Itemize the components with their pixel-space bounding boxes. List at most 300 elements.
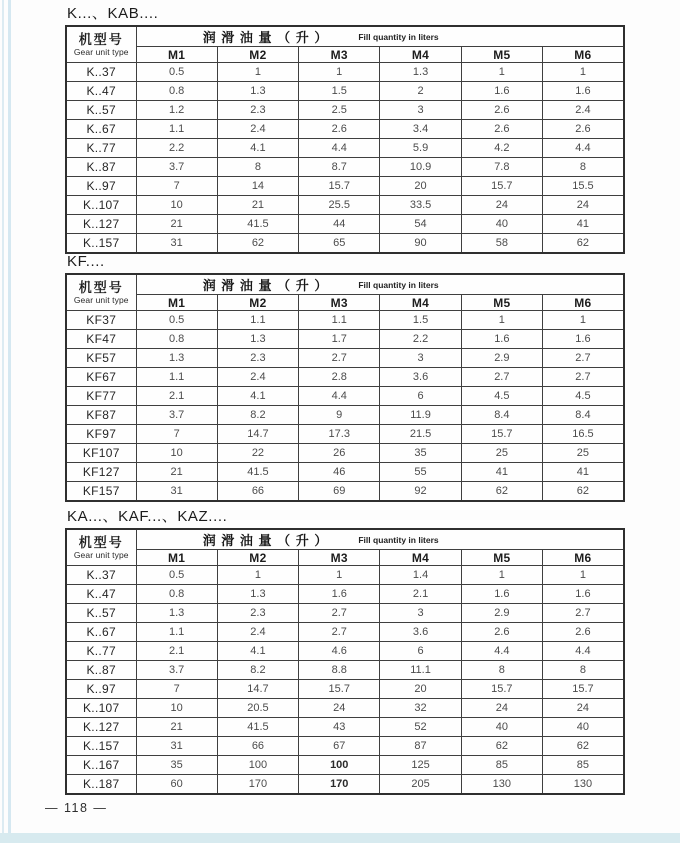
fill-quantity-value: 41.5 — [217, 718, 298, 737]
fill-quantity-value: 4.4 — [542, 139, 623, 158]
fill-quantity-value: 1.4 — [380, 566, 461, 585]
fill-quantity-value: 130 — [461, 775, 542, 794]
fill-quantity-value: 41.5 — [217, 215, 298, 234]
fill-quantity-value: 54 — [380, 215, 461, 234]
fill-quantity-value: 1.6 — [299, 585, 380, 604]
fill-quantity-value: 4.1 — [217, 642, 298, 661]
fill-quantity-value: 1.3 — [217, 82, 298, 101]
fill-quantity-value: 1 — [299, 566, 380, 585]
fill-quantity-value: 1.1 — [217, 311, 298, 330]
fill-quantity-value: 9 — [299, 406, 380, 425]
fill-quantity-value: 3 — [380, 101, 461, 120]
fill-quantity-value: 3.7 — [136, 661, 217, 680]
fill-quantity-value: 8 — [217, 158, 298, 177]
fill-quantity-value: 21 — [136, 463, 217, 482]
gear-unit-type-cell: K..157 — [66, 234, 136, 253]
fill-quantity-value: 0.5 — [136, 63, 217, 82]
fill-quantity-value: 40 — [461, 215, 542, 234]
fill-quantity-value: 2.7 — [542, 368, 623, 387]
fill-quantity-value: 8.7 — [299, 158, 380, 177]
fill-quantity-value: 20 — [380, 680, 461, 699]
fill-quantity-value: 170 — [299, 775, 380, 794]
fill-quantity-value: 2.3 — [217, 349, 298, 368]
gear-unit-type-cell: K..127 — [66, 215, 136, 234]
mounting-position-header-m6: M6 — [542, 47, 623, 63]
fill-quantity-value: 1 — [542, 63, 623, 82]
gear-unit-type-cell: KF47 — [66, 330, 136, 349]
fill-quantity-value: 31 — [136, 234, 217, 253]
fill-quantity-value: 1.3 — [136, 604, 217, 623]
fill-quantity-value: 1.1 — [299, 311, 380, 330]
fill-quantity-value: 31 — [136, 737, 217, 756]
fill-quantity-value: 2.5 — [299, 101, 380, 120]
gear-unit-type-cell: K..77 — [66, 642, 136, 661]
fill-quantity-value: 20.5 — [217, 699, 298, 718]
fill-quantity-value: 4.1 — [217, 139, 298, 158]
fill-quantity-value: 7 — [136, 177, 217, 196]
page-number: — 118 — — [45, 801, 108, 815]
fill-quantity-value: 6 — [380, 387, 461, 406]
fill-quantity-value: 1.6 — [461, 82, 542, 101]
table-row — [66, 82, 624, 101]
table-row — [66, 585, 624, 604]
fill-quantity-value: 3.6 — [380, 368, 461, 387]
fill-quantity-value: 2.3 — [217, 604, 298, 623]
page-bottom-edge-band — [0, 833, 680, 843]
fill-quantity-value: 4.2 — [461, 139, 542, 158]
fill-quantity-value: 8.8 — [299, 661, 380, 680]
fill-quantity-value: 1 — [217, 63, 298, 82]
fill-quantity-value: 16.5 — [542, 425, 623, 444]
fill-quantity-value: 6 — [380, 642, 461, 661]
table-row — [66, 623, 624, 642]
fill-quantity-value: 7 — [136, 680, 217, 699]
gear-unit-type-header — [66, 274, 136, 311]
table-row — [66, 330, 624, 349]
mounting-position-header-m2: M2 — [217, 550, 298, 566]
table-row — [66, 756, 624, 775]
table-row — [66, 425, 624, 444]
gear-unit-type-cell: K..37 — [66, 566, 136, 585]
fill-quantity-value: 4.4 — [299, 139, 380, 158]
fill-quantity-value: 8 — [542, 661, 623, 680]
fill-quantity-value: 10 — [136, 196, 217, 215]
mounting-position-header-m5: M5 — [461, 47, 542, 63]
table-row — [66, 311, 624, 330]
fill-quantity-header — [136, 529, 624, 550]
mounting-position-header-m3: M3 — [299, 47, 380, 63]
gear-unit-type-cell: K..107 — [66, 699, 136, 718]
fill-quantity-value: 8.2 — [217, 406, 298, 425]
fill-quantity-value: 52 — [380, 718, 461, 737]
fill-quantity-value: 15.7 — [542, 680, 623, 699]
fill-quantity-value: 2.6 — [461, 120, 542, 139]
fill-quantity-value: 24 — [542, 196, 623, 215]
header-row-mounting-positions — [66, 550, 624, 566]
fill-quantity-value: 66 — [217, 737, 298, 756]
table-row — [66, 680, 624, 699]
fill-quantity-value: 10 — [136, 699, 217, 718]
gear-unit-type-cell: K..87 — [66, 661, 136, 680]
fill-quantity-value: 15.7 — [299, 680, 380, 699]
fill-quantity-value: 3 — [380, 604, 461, 623]
table-row — [66, 196, 624, 215]
fill-quantity-value: 85 — [542, 756, 623, 775]
fill-quantity-value: 0.8 — [136, 82, 217, 101]
gear-unit-type-label-zh: 机型号 — [78, 280, 124, 295]
fill-quantity-header-wrap — [137, 275, 623, 294]
fill-quantity-value: 2.6 — [542, 120, 623, 139]
mounting-position-header-m4: M4 — [380, 47, 461, 63]
fill-quantity-value: 2.7 — [461, 368, 542, 387]
gear-unit-type-cell: KF67 — [66, 368, 136, 387]
fill-quantity-value: 3.7 — [136, 158, 217, 177]
fill-quantity-value: 44 — [299, 215, 380, 234]
fill-quantity-value: 8 — [542, 158, 623, 177]
fill-quantity-value: 3.6 — [380, 623, 461, 642]
fill-quantity-value: 60 — [136, 775, 217, 794]
fill-quantity-table-k-kab — [65, 25, 625, 254]
table-row — [66, 215, 624, 234]
table-row — [66, 699, 624, 718]
fill-quantity-value: 5.9 — [380, 139, 461, 158]
fill-quantity-value: 0.8 — [136, 330, 217, 349]
fill-quantity-value: 21 — [136, 718, 217, 737]
gear-unit-type-cell: K..47 — [66, 82, 136, 101]
fill-quantity-value: 0.5 — [136, 566, 217, 585]
fill-quantity-value: 4.4 — [461, 642, 542, 661]
fill-quantity-value: 24 — [299, 699, 380, 718]
fill-quantity-value: 41.5 — [217, 463, 298, 482]
fill-quantity-value: 92 — [380, 482, 461, 501]
fill-quantity-value: 1 — [461, 311, 542, 330]
fill-quantity-value: 58 — [461, 234, 542, 253]
fill-quantity-value: 32 — [380, 699, 461, 718]
fill-quantity-value: 15.7 — [461, 680, 542, 699]
fill-quantity-value: 1 — [542, 566, 623, 585]
fill-quantity-value: 25 — [461, 444, 542, 463]
gear-unit-type-cell: K..67 — [66, 623, 136, 642]
fill-quantity-value: 4.1 — [217, 387, 298, 406]
fill-quantity-value: 170 — [217, 775, 298, 794]
fill-quantity-value: 1.1 — [136, 120, 217, 139]
gear-unit-type-cell: K..127 — [66, 718, 136, 737]
fill-quantity-value: 7 — [136, 425, 217, 444]
header-row-fill-title — [66, 274, 624, 295]
fill-quantity-value: 1.6 — [542, 82, 623, 101]
fill-quantity-value: 17.3 — [299, 425, 380, 444]
table-row — [66, 642, 624, 661]
header-row-fill-title — [66, 26, 624, 47]
fill-quantity-value: 14.7 — [217, 680, 298, 699]
fill-quantity-header — [136, 274, 624, 295]
fill-quantity-header — [136, 26, 624, 47]
gear-unit-type-cell: KF97 — [66, 425, 136, 444]
fill-quantity-value: 125 — [380, 756, 461, 775]
fill-quantity-value: 100 — [217, 756, 298, 775]
gear-unit-type-cell: K..107 — [66, 196, 136, 215]
table-row — [66, 387, 624, 406]
gear-unit-type-cell: K..97 — [66, 680, 136, 699]
fill-quantity-value: 90 — [380, 234, 461, 253]
gear-unit-type-cell: KF157 — [66, 482, 136, 501]
table-row — [66, 661, 624, 680]
fill-quantity-value: 66 — [217, 482, 298, 501]
fill-quantity-value: 11.9 — [380, 406, 461, 425]
fill-quantity-value: 4.5 — [461, 387, 542, 406]
fill-quantity-value: 4.4 — [299, 387, 380, 406]
table-row — [66, 120, 624, 139]
fill-quantity-value: 69 — [299, 482, 380, 501]
table-row — [66, 737, 624, 756]
header-row-mounting-positions — [66, 47, 624, 63]
fill-quantity-value: 25.5 — [299, 196, 380, 215]
fill-quantity-value: 62 — [461, 737, 542, 756]
fill-quantity-header-wrap — [137, 530, 623, 549]
fill-quantity-value: 8 — [461, 661, 542, 680]
gear-unit-type-cell: K..97 — [66, 177, 136, 196]
fill-quantity-value: 62 — [217, 234, 298, 253]
mounting-position-header-m4: M4 — [380, 295, 461, 311]
gear-unit-type-header — [66, 529, 136, 566]
fill-quantity-value: 1.6 — [542, 585, 623, 604]
fill-quantity-value: 2.9 — [461, 349, 542, 368]
mounting-position-header-m2: M2 — [217, 47, 298, 63]
fill-quantity-value: 2.6 — [542, 623, 623, 642]
fill-quantity-value: 43 — [299, 718, 380, 737]
fill-quantity-value: 0.5 — [136, 311, 217, 330]
fill-quantity-value: 22 — [217, 444, 298, 463]
fill-quantity-value: 2.9 — [461, 604, 542, 623]
fill-quantity-label-en: Fill quantity in liters — [358, 279, 439, 290]
mounting-position-header-m6: M6 — [542, 550, 623, 566]
fill-quantity-value: 2.2 — [136, 139, 217, 158]
table-row — [66, 139, 624, 158]
fill-quantity-header-wrap — [137, 27, 623, 46]
fill-quantity-value: 65 — [299, 234, 380, 253]
fill-quantity-value: 24 — [461, 699, 542, 718]
mounting-position-header-m3: M3 — [299, 295, 380, 311]
fill-quantity-value: 24 — [542, 699, 623, 718]
fill-quantity-value: 7.8 — [461, 158, 542, 177]
fill-quantity-value: 8.2 — [217, 661, 298, 680]
fill-quantity-value: 2.6 — [461, 101, 542, 120]
fill-quantity-value: 1.1 — [136, 368, 217, 387]
gear-unit-type-cell: KF37 — [66, 311, 136, 330]
fill-quantity-value: 24 — [461, 196, 542, 215]
fill-quantity-value: 1 — [217, 566, 298, 585]
gear-unit-type-cell: K..57 — [66, 604, 136, 623]
fill-quantity-value: 2.7 — [542, 349, 623, 368]
mounting-position-header-m3: M3 — [299, 550, 380, 566]
table-section-k-kab — [65, 6, 625, 254]
fill-quantity-value: 4.4 — [542, 642, 623, 661]
fill-quantity-value: 4.5 — [542, 387, 623, 406]
fill-quantity-value: 21 — [136, 215, 217, 234]
gear-unit-type-cell: K..87 — [66, 158, 136, 177]
fill-quantity-value: 62 — [542, 234, 623, 253]
mounting-position-header-m5: M5 — [461, 295, 542, 311]
fill-quantity-value: 2.2 — [380, 330, 461, 349]
mounting-position-header-m1: M1 — [136, 295, 217, 311]
fill-quantity-value: 1 — [461, 566, 542, 585]
page-left-edge-inner-line — [8, 0, 11, 843]
fill-quantity-value: 0.8 — [136, 585, 217, 604]
page-left-edge-outer-line — [2, 0, 4, 843]
fill-quantity-value: 87 — [380, 737, 461, 756]
fill-quantity-value: 2 — [380, 82, 461, 101]
fill-quantity-value: 3 — [380, 349, 461, 368]
fill-quantity-value: 21.5 — [380, 425, 461, 444]
gear-unit-type-cell: K..67 — [66, 120, 136, 139]
fill-quantity-value: 3.7 — [136, 406, 217, 425]
mounting-position-header-m1: M1 — [136, 47, 217, 63]
gear-unit-type-cell: K..57 — [66, 101, 136, 120]
fill-quantity-value: 15.5 — [542, 177, 623, 196]
fill-quantity-value: 20 — [380, 177, 461, 196]
table-row — [66, 63, 624, 82]
gear-unit-type-label-en: Gear unit type — [73, 47, 129, 57]
gear-unit-type-header — [66, 26, 136, 63]
table-title-kf: KF.... — [67, 253, 105, 270]
fill-quantity-value: 2.6 — [461, 623, 542, 642]
fill-quantity-value: 85 — [461, 756, 542, 775]
gear-unit-type-cell: K..187 — [66, 775, 136, 794]
fill-quantity-value: 26 — [299, 444, 380, 463]
table-row — [66, 463, 624, 482]
table-row — [66, 775, 624, 794]
fill-quantity-value: 14 — [217, 177, 298, 196]
table-section-kf — [65, 254, 625, 502]
fill-quantity-value: 62 — [542, 482, 623, 501]
table-section-ka-kaf-kaz — [65, 509, 625, 795]
fill-quantity-value: 2.4 — [217, 120, 298, 139]
fill-quantity-value: 1.6 — [542, 330, 623, 349]
gear-unit-type-label-zh: 机型号 — [78, 32, 124, 47]
fill-quantity-value: 11.1 — [380, 661, 461, 680]
table-title-k-kab: K...、KAB.... — [67, 5, 159, 22]
fill-quantity-value: 1.2 — [136, 101, 217, 120]
fill-quantity-value: 15.7 — [461, 177, 542, 196]
fill-quantity-value: 2.4 — [542, 101, 623, 120]
fill-quantity-value: 1.5 — [380, 311, 461, 330]
fill-quantity-value: 205 — [380, 775, 461, 794]
fill-quantity-value: 2.7 — [299, 604, 380, 623]
table-row — [66, 234, 624, 253]
fill-quantity-value: 14.7 — [217, 425, 298, 444]
fill-quantity-label-en: Fill quantity in liters — [358, 31, 439, 42]
fill-quantity-value: 31 — [136, 482, 217, 501]
gear-unit-type-cell: KF77 — [66, 387, 136, 406]
table-row — [66, 406, 624, 425]
mounting-position-header-m1: M1 — [136, 550, 217, 566]
fill-quantity-value: 8.4 — [542, 406, 623, 425]
fill-quantity-table-kf — [65, 273, 625, 502]
gear-unit-type-cell: K..37 — [66, 63, 136, 82]
fill-quantity-value: 46 — [299, 463, 380, 482]
table-row — [66, 444, 624, 463]
fill-quantity-value: 2.4 — [217, 368, 298, 387]
gear-unit-type-label-en: Gear unit type — [73, 295, 129, 305]
mounting-position-header-m6: M6 — [542, 295, 623, 311]
header-row-mounting-positions — [66, 295, 624, 311]
fill-quantity-value: 1.7 — [299, 330, 380, 349]
fill-quantity-value: 1.5 — [299, 82, 380, 101]
fill-quantity-value: 2.7 — [542, 604, 623, 623]
gear-unit-type-cell: K..77 — [66, 139, 136, 158]
table-row — [66, 101, 624, 120]
gear-unit-type-cell: KF127 — [66, 463, 136, 482]
fill-quantity-value: 1 — [542, 311, 623, 330]
fill-quantity-value: 2.1 — [136, 387, 217, 406]
fill-quantity-value: 67 — [299, 737, 380, 756]
fill-quantity-table-ka-kaf-kaz — [65, 528, 625, 795]
fill-quantity-value: 41 — [542, 215, 623, 234]
gear-unit-type-cell: KF87 — [66, 406, 136, 425]
mounting-position-header-m4: M4 — [380, 550, 461, 566]
fill-quantity-value: 2.7 — [299, 349, 380, 368]
table-row — [66, 566, 624, 585]
gear-unit-type-cell: K..167 — [66, 756, 136, 775]
fill-quantity-value: 3.4 — [380, 120, 461, 139]
mounting-position-header-m5: M5 — [461, 550, 542, 566]
fill-quantity-value: 41 — [461, 463, 542, 482]
fill-quantity-value: 2.3 — [217, 101, 298, 120]
table-row — [66, 349, 624, 368]
fill-quantity-value: 1.6 — [461, 585, 542, 604]
fill-quantity-value: 10 — [136, 444, 217, 463]
fill-quantity-value: 40 — [461, 718, 542, 737]
fill-quantity-value: 15.7 — [461, 425, 542, 444]
table-row — [66, 604, 624, 623]
fill-quantity-value: 1.3 — [380, 63, 461, 82]
gear-unit-type-cell: KF57 — [66, 349, 136, 368]
mounting-position-header-m2: M2 — [217, 295, 298, 311]
gear-unit-type-cell: KF107 — [66, 444, 136, 463]
fill-quantity-label-zh: 润 滑 油 量 （ 升 ） — [202, 533, 329, 548]
fill-quantity-value: 2.1 — [136, 642, 217, 661]
fill-quantity-value: 62 — [542, 737, 623, 756]
gear-unit-type-label-zh: 机型号 — [78, 535, 124, 550]
fill-quantity-value: 2.7 — [299, 623, 380, 642]
fill-quantity-value: 33.5 — [380, 196, 461, 215]
table-title-ka-kaf-kaz: KA...、KAF...、KAZ.... — [67, 508, 228, 525]
fill-quantity-value: 1.3 — [217, 585, 298, 604]
fill-quantity-value: 1 — [461, 63, 542, 82]
fill-quantity-value: 21 — [217, 196, 298, 215]
fill-quantity-value: 15.7 — [299, 177, 380, 196]
fill-quantity-value: 62 — [461, 482, 542, 501]
fill-quantity-value: 1.6 — [461, 330, 542, 349]
header-row-fill-title — [66, 529, 624, 550]
table-row — [66, 158, 624, 177]
fill-quantity-value: 130 — [542, 775, 623, 794]
gear-unit-type-cell: K..157 — [66, 737, 136, 756]
fill-quantity-value: 10.9 — [380, 158, 461, 177]
fill-quantity-value: 1.1 — [136, 623, 217, 642]
table-row — [66, 718, 624, 737]
fill-quantity-value: 41 — [542, 463, 623, 482]
fill-quantity-value: 25 — [542, 444, 623, 463]
table-row — [66, 368, 624, 387]
fill-quantity-value: 1.3 — [136, 349, 217, 368]
fill-quantity-value: 1 — [299, 63, 380, 82]
gear-unit-type-cell: K..47 — [66, 585, 136, 604]
fill-quantity-value: 35 — [380, 444, 461, 463]
fill-quantity-value: 100 — [299, 756, 380, 775]
fill-quantity-value: 40 — [542, 718, 623, 737]
fill-quantity-value: 35 — [136, 756, 217, 775]
